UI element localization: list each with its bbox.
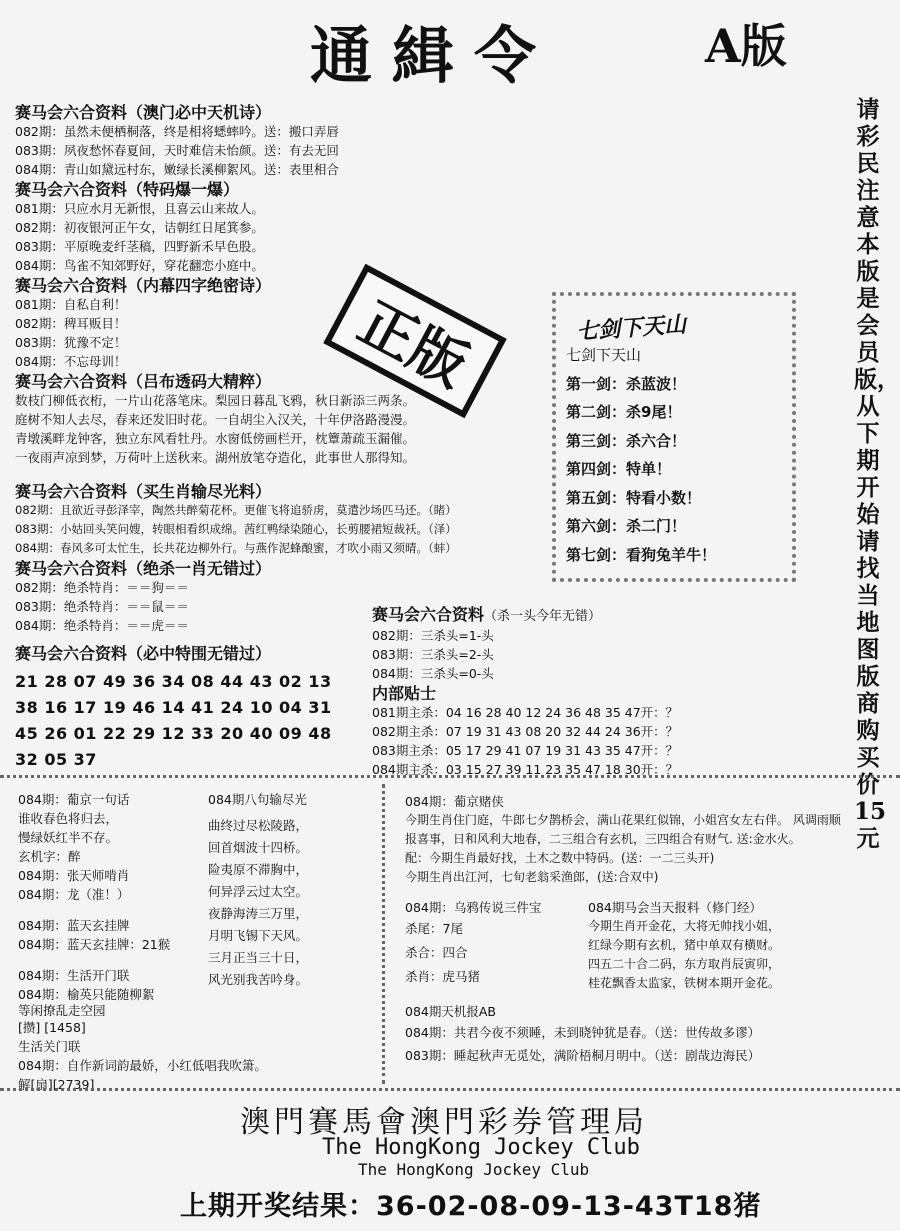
sword-line: 第五剑：特看小数！	[566, 488, 702, 507]
head-kill-section	[372, 604, 702, 779]
info-line: 084期马会当天报料（修门经）	[588, 900, 762, 915]
info-line: 红绿今期有玄机，猪中单双有横财。	[588, 938, 781, 952]
section-line: 081期主杀：04 16 28 40 12 24 36 48 35 47开：？	[372, 705, 679, 720]
sword-line: 第二剑：杀9尾！	[566, 403, 682, 421]
section-line: 庭树不知人去尽，春来还发旧时花。一自胡尘入汉关，十年伊洛路漫漫。	[15, 412, 416, 427]
info-line: 084期：蓝天玄挂牌	[18, 918, 130, 933]
poem-line: 回首烟波十四桥。	[208, 840, 309, 855]
poem-line: 风光别我苦吟身。	[208, 972, 309, 987]
info-line: 杀尾：7尾	[405, 921, 463, 936]
poem-line: 三月正当三十日，	[208, 950, 309, 965]
seven-swords-box	[552, 292, 796, 582]
section-tianji	[15, 104, 535, 179]
page-title: 通緝令	[310, 19, 557, 92]
heading-sub: （杀一头今年无错）	[484, 609, 602, 624]
section-heading: 赛马会六合资料（特码爆一爆）	[15, 180, 240, 199]
section-heading: 赛马会六合资料（绝杀一肖无错过）	[15, 559, 272, 578]
info-line: 083期：睡起秋声无觅处，满阶梧桐月明中。（送：剧哉边海民）	[405, 1048, 761, 1063]
info-line: 084期：乌鸦传说三件宝	[405, 900, 542, 915]
section-line: 一夜雨声凉到梦，万荷叶上送秋来。湖州放笔夺造化，此事世人那得知。	[15, 450, 416, 465]
section-line: 082期主杀：07 19 31 43 08 20 32 44 24 36开：？	[372, 724, 679, 739]
info-line: 谁收春色将归去，	[18, 811, 119, 826]
poem-column	[208, 790, 378, 991]
info-line: 084期：龙（准！）	[18, 887, 130, 902]
section-line: 082期：绝杀特肖：＝＝狗＝＝	[15, 580, 189, 595]
number-row: 21 28 07 49 36 34 08 44 43 02 13	[15, 672, 332, 691]
number-row: 45 26 01 22 29 12 33 20 40 09 48	[15, 724, 332, 743]
section-line: 083期：犹豫不定！	[15, 335, 127, 350]
section-line: 083期：三杀头=2-头	[372, 647, 494, 662]
section-line: 083期：夙夜愁怀春夏间，天时难信未怡颜。送：有去无回	[15, 143, 339, 158]
heading-main: 赛马会六合资料	[372, 605, 485, 624]
number-row: 38 16 17 19 46 14 41 24 10 04 31	[15, 698, 332, 717]
poem-line: 何异浮云过太空。	[208, 884, 309, 899]
section-heading: 赛马会六合资料（澳门必中天机诗）	[15, 103, 272, 122]
info-line: 084期：榆英只能随柳絮	[18, 987, 155, 1002]
info-line: 084期：共君今夜不须睡，未到晓钟犹是春。（送：世传故多谬）	[405, 1025, 761, 1040]
sword-line: 第四剑：特单！	[566, 460, 672, 478]
seven-swords-logo: 七剑下天山	[575, 312, 688, 346]
section-line: 083期：小姑回头笑问嫂，转眼相看织成绵。茜红鸭绿染随心，长剪腰裙短裁袄。（泽）	[15, 522, 457, 536]
genuine-stamp: 正版	[323, 264, 507, 419]
info-line: 今期生肖住门庭，牛郎七夕鹊桥会，满山花果红似锦，小姐宫女左右伴。 风调雨顺	[405, 813, 841, 827]
footer-divider	[0, 1088, 900, 1091]
vertical-divider	[382, 784, 385, 1084]
info-line: 四五二十合二码，东方取肖辰寅卯，	[588, 957, 781, 971]
info-line: 084期：葡京赌侠	[405, 794, 504, 809]
section-heading: 赛马会六合资料（买生肖输尽光料）	[15, 482, 272, 501]
info-line: 杀肖：虎马猪	[405, 969, 481, 984]
info-line: 配：今期生肖最好找，土木之数中特码。(送：一二三头开)	[405, 851, 715, 865]
info-line: 杀合：四合	[405, 945, 468, 960]
sword-line: 第七剑：看狗兔羊牛！	[566, 545, 717, 564]
poem-line: 险夷原不滞胸中，	[208, 862, 309, 877]
info-line: 084期天机报AB	[405, 1004, 496, 1019]
section-line: 082期：稗耳贩目！	[15, 316, 127, 331]
section-line: 082期：三杀头=1-头	[372, 628, 494, 643]
number-row: 32 05 37	[15, 750, 97, 769]
divider	[0, 775, 900, 778]
section-line: 084期：绝杀特肖：＝＝虎＝＝	[15, 618, 189, 633]
poem-line: 月明飞锡下天风。	[208, 928, 309, 943]
report-section	[588, 898, 888, 993]
poem-line: 曲终过尽松陵路，	[208, 818, 309, 833]
info-line: 慢绿妖红半不存。	[18, 830, 119, 845]
gambler-section	[405, 792, 885, 887]
section-heading: 内部贴士	[372, 684, 437, 703]
info-line: 报喜事，日和风利大地春，二三组合有玄机，三四组合有财气. 送:金水火。	[405, 832, 801, 846]
info-line: [攒] [1458]	[18, 1020, 86, 1035]
section-heading: 赛马会六合资料（内幕四字绝密诗）	[15, 276, 272, 295]
section-line: 082期：虽然未便栖桐落，终是相将蟋蟀吟。送：搬口弄唇	[15, 124, 339, 139]
section-baoyibao	[15, 181, 535, 275]
last-result: 上期开奖结果：36-02-08-09-13-43T18猪	[180, 1191, 762, 1222]
info-line: 084期：自作新词韵最娇，小红低唱我吹箫。	[18, 1058, 267, 1073]
org-name-cn: 澳門賽馬會澳門彩券管理局	[240, 1105, 648, 1140]
section-line: 082期：且欲近寻彭泽宰，陶然共醉菊花杯。更催飞将追骄虏，莫遣沙场匹马还。（睹）	[15, 503, 457, 517]
section-line: 083期：绝杀特肖：＝＝鼠＝＝	[15, 599, 189, 614]
sword-line: 第一剑：杀蓝波！	[566, 374, 687, 393]
info-line: 生活关门联	[18, 1039, 81, 1054]
info-line: 084期：生活开门联	[18, 968, 130, 983]
section-heading: 赛马会六合资料（吕布透码大精粹）	[15, 372, 272, 391]
org-name-en: The HongKong Jockey Club	[322, 1135, 640, 1160]
info-line: 今期生肖开金花，大将无帅找小姐，	[588, 919, 781, 933]
info-line: 084期：蓝天玄挂牌：21猴	[18, 937, 171, 952]
section-heading: 赛马会六合资料（必中特围无错过）	[15, 644, 272, 663]
section-line: 083期：平原晚麦纤茎稿，四野新禾早色股。	[15, 239, 264, 254]
section-shengxiao	[15, 483, 535, 558]
section-line: 084期主杀：03 15 27 39 11 23 35 47 18 30开：？	[372, 762, 679, 777]
crow-section	[405, 898, 575, 989]
ab-section	[405, 1002, 885, 1067]
info-line: 今期生肖出江河，七旬老翁采渔郎，(送:合双中)	[405, 870, 659, 884]
sword-line: 第六剑：杀二门！	[566, 517, 687, 535]
section-line: 082期：初夜银河正午女，诘朝红日尾箕参。	[15, 220, 264, 235]
info-line: 桂花飘香太监家，铁树本期开金花。	[588, 976, 781, 990]
section-heading	[372, 606, 702, 626]
edition-label: A版	[705, 19, 787, 73]
section-line: 青墩溪畔龙钟客，独立东风看牡丹。水窗低傍画栏开，枕簟萧疏玉漏催。	[15, 431, 416, 446]
section-line: 084期：春风多可太忙生，长共花边柳外行。与燕作泥蜂酿蜜，才吹小雨又须晴。（蚌）	[15, 541, 457, 555]
poem-line: 夜静海涛三万里，	[208, 906, 309, 921]
seven-swords-title: 七剑下天山	[566, 346, 642, 364]
info-line: 解[扇][2739]	[18, 1077, 95, 1092]
vertical-notice: 请彩民注意本版是会员版，从下期开始请找当地图版商购买价15元	[854, 96, 900, 852]
section-line: 084期：不忘母训！	[15, 354, 127, 369]
section-line: 084期：鸟雀不知郊野好，穿花翻恋小庭中。	[15, 258, 264, 273]
section-line: 084期：青山如黛远村东，嫩绿长溪柳絮风。送：表里相合	[15, 162, 339, 177]
section-line: 083期主杀：05 17 29 41 07 19 31 43 35 47开：？	[372, 743, 679, 758]
info-line: 084期：葡京一句话	[18, 792, 130, 807]
section-line: 084期：三杀头=0-头	[372, 666, 494, 681]
info-line: 084期：张天师啃肖	[18, 868, 130, 883]
poem-title: 084期八句输尽光	[208, 792, 307, 807]
section-line: 081期：只应水月无新恨，且喜云山来故人。	[15, 201, 264, 216]
info-line: 等闲撩乱走空园	[18, 1003, 106, 1018]
section-line: 081期：自私自利！	[15, 297, 127, 312]
info-line: 玄机字：醉	[18, 849, 81, 864]
section-line: 数枝门柳低衣桁，一片山花落笔床。梨园日暮乱飞鸦，秋日新添三两条。	[15, 393, 416, 408]
org-name-en-small: The HongKong Jockey Club	[358, 1160, 590, 1179]
sword-line: 第三剑：杀六合！	[566, 431, 687, 450]
